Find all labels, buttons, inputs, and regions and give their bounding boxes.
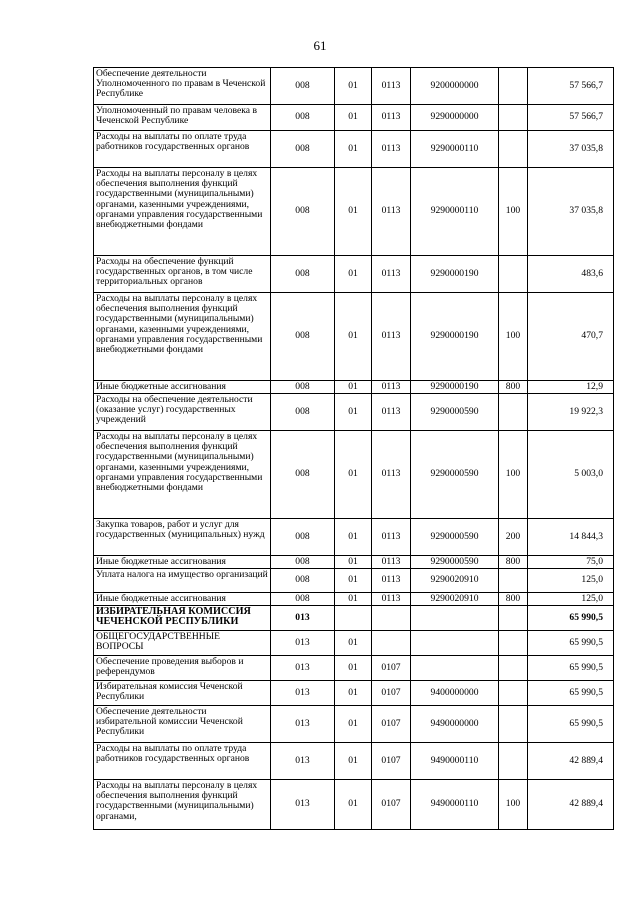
item-name-cell: Расходы на выплаты персоналу в целях обеспечения выполнения функций государственными (муниципальными) органами, казенными учреждениями, органами управления государственными внебюджетными фондами [94,431,271,519]
table-row [94,431,614,519]
ministry-code-cell: 008 [271,256,335,293]
subsection-code-cell: 0113 [372,68,411,105]
table-row [94,394,614,431]
subsection-code-cell: 0113 [372,431,411,519]
section-code-cell: 01 [335,569,372,593]
subsection-code-cell: 0113 [372,293,411,381]
subsection-code-cell: 0113 [372,131,411,168]
target-article-code-cell: 9490000110 [411,743,499,780]
ministry-code-cell: 013 [271,743,335,780]
item-name-cell: Обеспечение деятельности Уполномоченного по правам в Чеченской Республике [94,68,271,105]
table-row [94,256,614,293]
item-name-cell: Расходы на выплаты по оплате труда работников государственных органов [94,743,271,780]
table-row [94,631,614,656]
amount-cell: 65 990,5 [528,656,614,681]
ministry-code-cell: 013 [271,606,335,631]
expense-type-code-cell: 100 [499,168,528,256]
ministry-code-cell: 013 [271,681,335,706]
item-name-cell: Расходы на обеспечение функций государственных органов, в том числе территориальных органов [94,256,271,293]
expense-type-code-cell: 100 [499,293,528,381]
budget-table-body [94,68,614,830]
ministry-code-cell: 008 [271,556,335,569]
amount-cell: 65 990,5 [528,631,614,656]
ministry-code-cell: 008 [271,381,335,394]
expense-type-code-cell [499,681,528,706]
subsection-code-cell: 0113 [372,381,411,394]
target-article-code-cell: 9290020910 [411,569,499,593]
table-row [94,168,614,256]
expense-type-code-cell: 800 [499,593,528,606]
amount-cell: 12,9 [528,381,614,394]
table-row [94,780,614,830]
target-article-code-cell: 9400000000 [411,681,499,706]
item-name-cell: Расходы на выплаты персоналу в целях обеспечения выполнения функций государственными (муниципальными) органами, казенными учреждениями, органами управления государственными внебюджетными фондами [94,168,271,256]
amount-cell: 75,0 [528,556,614,569]
target-article-code-cell [411,606,499,631]
table-row [94,519,614,556]
target-article-code-cell: 9290000590 [411,394,499,431]
item-name-cell: Расходы на выплаты по оплате труда работников государственных органов [94,131,271,168]
target-article-code-cell: 9290000590 [411,519,499,556]
subsection-code-cell [372,631,411,656]
ministry-code-cell: 008 [271,105,335,131]
item-name-cell: Расходы на обеспечение деятельности (оказание услуг) государственных учреждений [94,394,271,431]
expense-type-code-cell: 800 [499,556,528,569]
expense-type-code-cell: 100 [499,431,528,519]
item-name-cell: Уплата налога на имущество организаций [94,569,271,593]
ministry-code-cell: 008 [271,569,335,593]
item-name-cell: Расходы на выплаты персоналу в целях обеспечения выполнения функций государственными (муниципальными) органами, казенными учреждениями, органами управления государственными внебюджетными фондами [94,293,271,381]
ministry-code-cell: 013 [271,706,335,743]
item-name-cell: Уполномоченный по правам человека в Чеченской Республике [94,105,271,131]
subsection-code-cell: 0113 [372,394,411,431]
subsection-code-cell: 0113 [372,569,411,593]
expense-type-code-cell [499,394,528,431]
target-article-code-cell [411,656,499,681]
ministry-code-cell: 008 [271,394,335,431]
amount-cell: 483,6 [528,256,614,293]
expense-type-code-cell [499,631,528,656]
amount-cell: 14 844,3 [528,519,614,556]
expense-type-code-cell [499,743,528,780]
amount-cell: 19 922,3 [528,394,614,431]
ministry-code-cell: 013 [271,656,335,681]
expense-type-code-cell [499,68,528,105]
target-article-code-cell: 9490000000 [411,706,499,743]
subsection-code-cell: 0113 [372,519,411,556]
expense-type-code-cell [499,656,528,681]
subsection-code-cell: 0107 [372,743,411,780]
expense-type-code-cell: 200 [499,519,528,556]
target-article-code-cell: 9200000000 [411,68,499,105]
item-name-cell: Иные бюджетные ассигнования [94,556,271,569]
subsection-code-cell: 0113 [372,105,411,131]
table-row [94,681,614,706]
section-code-cell: 01 [335,381,372,394]
amount-cell: 5 003,0 [528,431,614,519]
ministry-code-cell: 008 [271,431,335,519]
section-code-cell: 01 [335,394,372,431]
ministry-code-cell: 013 [271,780,335,830]
target-article-code-cell: 9290000110 [411,131,499,168]
target-article-code-cell: 9290000190 [411,256,499,293]
table-row [94,606,614,631]
item-name-cell: ОБЩЕГОСУДАРСТВЕННЫЕ ВОПРОСЫ [94,631,271,656]
amount-cell: 65 990,5 [528,681,614,706]
amount-cell: 37 035,8 [528,168,614,256]
table-row [94,743,614,780]
section-code-cell: 01 [335,293,372,381]
table-row [94,381,614,394]
section-code-cell: 01 [335,631,372,656]
section-code-cell: 01 [335,681,372,706]
section-code-cell: 01 [335,656,372,681]
subsection-code-cell: 0113 [372,593,411,606]
expense-type-code-cell [499,706,528,743]
amount-cell: 57 566,7 [528,105,614,131]
section-code-cell: 01 [335,780,372,830]
ministry-code-cell: 008 [271,168,335,256]
item-name-cell: Закупка товаров, работ и услуг для государственных (муниципальных) нужд [94,519,271,556]
section-code-cell: 01 [335,68,372,105]
amount-cell: 125,0 [528,593,614,606]
target-article-code-cell: 9290000190 [411,381,499,394]
page-number: 61 [313,38,327,53]
item-name-cell: Обеспечение деятельности избирательной комиссии Чеченской Республики [94,706,271,743]
expense-type-code-cell [499,256,528,293]
subsection-code-cell: 0113 [372,556,411,569]
target-article-code-cell: 9290000590 [411,556,499,569]
table-row [94,68,614,105]
subsection-code-cell: 0107 [372,706,411,743]
amount-cell: 65 990,5 [528,606,614,631]
section-code-cell: 01 [335,431,372,519]
expense-type-code-cell [499,569,528,593]
target-article-code-cell: 9290000590 [411,431,499,519]
table-row [94,656,614,681]
table-row [94,105,614,131]
amount-cell: 470,7 [528,293,614,381]
subsection-code-cell: 0107 [372,681,411,706]
ministry-code-cell: 008 [271,68,335,105]
amount-cell: 57 566,7 [528,68,614,105]
section-code-cell: 01 [335,556,372,569]
section-code-cell: 01 [335,131,372,168]
item-name-cell: Избирательная комиссия Чеченской Республики [94,681,271,706]
expense-type-code-cell [499,606,528,631]
section-code-cell: 01 [335,743,372,780]
expense-type-code-cell [499,131,528,168]
section-code-cell [335,606,372,631]
item-name-cell: Расходы на выплаты персоналу в целях обеспечения выполнения функций государственными (муниципальными) органами, [94,780,271,830]
amount-cell: 42 889,4 [528,743,614,780]
target-article-code-cell: 9490000110 [411,780,499,830]
expense-type-code-cell: 800 [499,381,528,394]
target-article-code-cell [411,631,499,656]
section-code-cell: 01 [335,168,372,256]
table-row [94,706,614,743]
amount-cell: 65 990,5 [528,706,614,743]
target-article-code-cell: 9290000000 [411,105,499,131]
item-name-cell: Иные бюджетные ассигнования [94,593,271,606]
item-name-cell: Обеспечение проведения выборов и референдумов [94,656,271,681]
section-code-cell: 01 [335,256,372,293]
section-code-cell: 01 [335,519,372,556]
section-code-cell: 01 [335,593,372,606]
target-article-code-cell: 9290020910 [411,593,499,606]
section-code-cell: 01 [335,105,372,131]
table-row [94,593,614,606]
item-name-cell: Иные бюджетные ассигнования [94,381,271,394]
ministry-code-cell: 008 [271,293,335,381]
amount-cell: 42 889,4 [528,780,614,830]
subsection-code-cell: 0113 [372,168,411,256]
expense-type-code-cell: 100 [499,780,528,830]
ministry-code-cell: 008 [271,519,335,556]
table-row [94,293,614,381]
subsection-code-cell: 0107 [372,780,411,830]
subsection-code-cell: 0113 [372,256,411,293]
section-code-cell: 01 [335,706,372,743]
subsection-code-cell [372,606,411,631]
table-row [94,556,614,569]
ministry-code-cell: 013 [271,631,335,656]
ministry-code-cell: 008 [271,593,335,606]
table-row [94,131,614,168]
item-name-cell: ИЗБИРАТЕЛЬНАЯ КОМИССИЯ ЧЕЧЕНСКОЙ РЕСПУБЛИКИ [94,606,271,631]
expense-type-code-cell [499,105,528,131]
amount-cell: 37 035,8 [528,131,614,168]
ministry-code-cell: 008 [271,131,335,168]
budget-table [93,67,614,830]
target-article-code-cell: 9290000190 [411,293,499,381]
table-row [94,569,614,593]
amount-cell: 125,0 [528,569,614,593]
subsection-code-cell: 0107 [372,656,411,681]
target-article-code-cell: 9290000110 [411,168,499,256]
